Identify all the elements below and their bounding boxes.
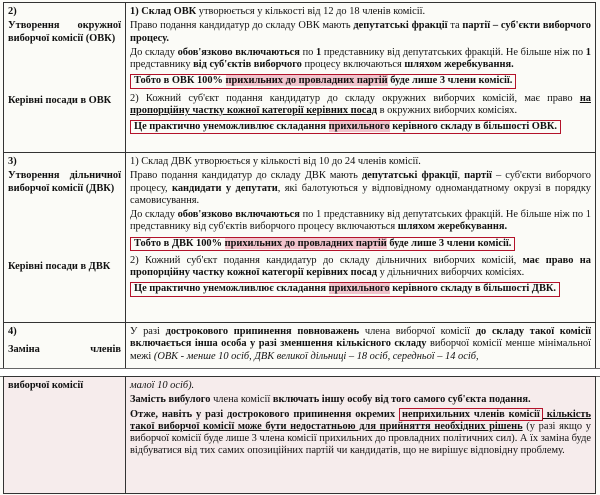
row-title: Утворення дільничної виборчої комісії (ДВК) — [8, 170, 121, 194]
row-number: 2) — [8, 6, 17, 17]
paragraph: Замість вибулого члена комісії включать іншу особу від того самого суб'єкта подання. — [130, 394, 531, 406]
row-label-ovk — [4, 3, 126, 153]
highlight-box-ovk-leadership: Це практично унеможливлює складання прихильного керівного складу в більшості ОВК. — [130, 120, 561, 134]
paragraph: Право подання кандидатур до складу ДВК мають депутатські фракції, партії – суб'єкти виборчого процесу, кандидати у депутати, які балотуються у відповідному одномандатному окрузі в порядку самовисування. — [130, 170, 591, 206]
row-number: 4) — [8, 326, 17, 337]
row-title-cont: виборчої комісії — [8, 380, 84, 391]
page-break-line-top — [0, 368, 600, 369]
row-label-replace-cont — [4, 377, 126, 494]
row-subtitle: Керівні посади в ОВК — [8, 94, 112, 106]
paragraph: 1) Склад ДВК утворюється у кількості від 10 до 24 членів комісії. — [130, 156, 421, 167]
row-content-replace-top — [126, 323, 596, 369]
paragraph: 1) Склад ОВК утворюється у кількості від 12 до 18 членів комісії. — [130, 6, 426, 17]
row-content-dvk — [126, 153, 596, 323]
row-content-ovk — [126, 3, 596, 153]
highlight-box-ovk-3-members: Тобто в ОВК 100% прихильних до провладних партій буде лише 3 члени комісії. — [130, 74, 516, 88]
paragraph: До складу обов'язково включаються по 1 представнику від депутатських фракцій. Не більше ніж по 1 представнику від суб'єктів виборчого процесу включаються шляхом жеребкування. — [130, 209, 591, 233]
paragraph: 2) Кожний суб'єкт подання кандидатур до складу окружних виборчих комісій, має право на пропорційну частку кожної категорії керівних посад в окружних виборчих комісіях. — [130, 92, 591, 116]
highlight-box-dvk-3-members: Тобто в ДВК 100% прихильних до провладних партій буде лише 3 члени комісії. — [130, 237, 515, 251]
row-content-replace-bottom — [126, 377, 596, 494]
paragraph: Право подання кандидатур до складу ОВК мають депутатські фракції та партії – суб'єкти виборчого процесу. — [130, 20, 591, 44]
row-number: 3) — [8, 156, 17, 167]
paragraph: малої 10 осіб). — [130, 380, 195, 391]
row-label-dvk — [4, 153, 126, 323]
table-row-replace-top — [4, 323, 596, 369]
table-row-replace-bottom — [4, 377, 596, 494]
paragraph: Отже, навіть у разі дострокового припинення окремих неприхильних членів комісії кількість такої виборчої комісії може бути недостатньою для прийняття необхідних рішень (у разі якщо у виборчої комісії буде лише 3 члена комісії прихильних до провладних політичних сил). А їх заміна буде відбуватися від тих самих опозиційних партій чи кандидатів, що не вирішує відповідну проблему. — [130, 408, 591, 457]
comparison-table-bottom — [3, 376, 596, 494]
paragraph: 2) Кожний суб'єкт подання кандидатур до складу дільничних виборчих комісій, має право на пропорційну частку кожної категорії керівних посад у дільничних виборчих комісіях. — [130, 254, 591, 279]
row-title: Заміна членів — [8, 344, 121, 356]
comparison-table-top — [3, 2, 596, 369]
table-row-ovk — [4, 3, 596, 153]
paragraph: До складу обов'язково включаються по 1 представнику від депутатських фракцій. Не більше ніж по 1 представнику від суб'єктів виборчого процесу включаються шляхом жеребкування. — [130, 46, 591, 71]
row-title: Утворення окружної виборчої комісії (ОВК) — [8, 20, 121, 44]
paragraph: У разі дострокового припинення повноважень члена виборчої комісії до складу такої комісії включається інша особа у разі зменшення кількісного складу виборчої комісії менше мінімальної межі (ОВК - менше 10 осіб, ДВК великої дільниці – 18 осіб, середньої – 14 осіб, — [130, 326, 592, 362]
row-subtitle: Керівні посади в ДВК — [8, 260, 111, 272]
table-row-dvk — [4, 153, 596, 323]
highlight-box-dvk-leadership: Це практично унеможливлює складання прихильного керівного складу в більшості ДВК. — [130, 282, 560, 296]
row-label-replace — [4, 323, 126, 369]
